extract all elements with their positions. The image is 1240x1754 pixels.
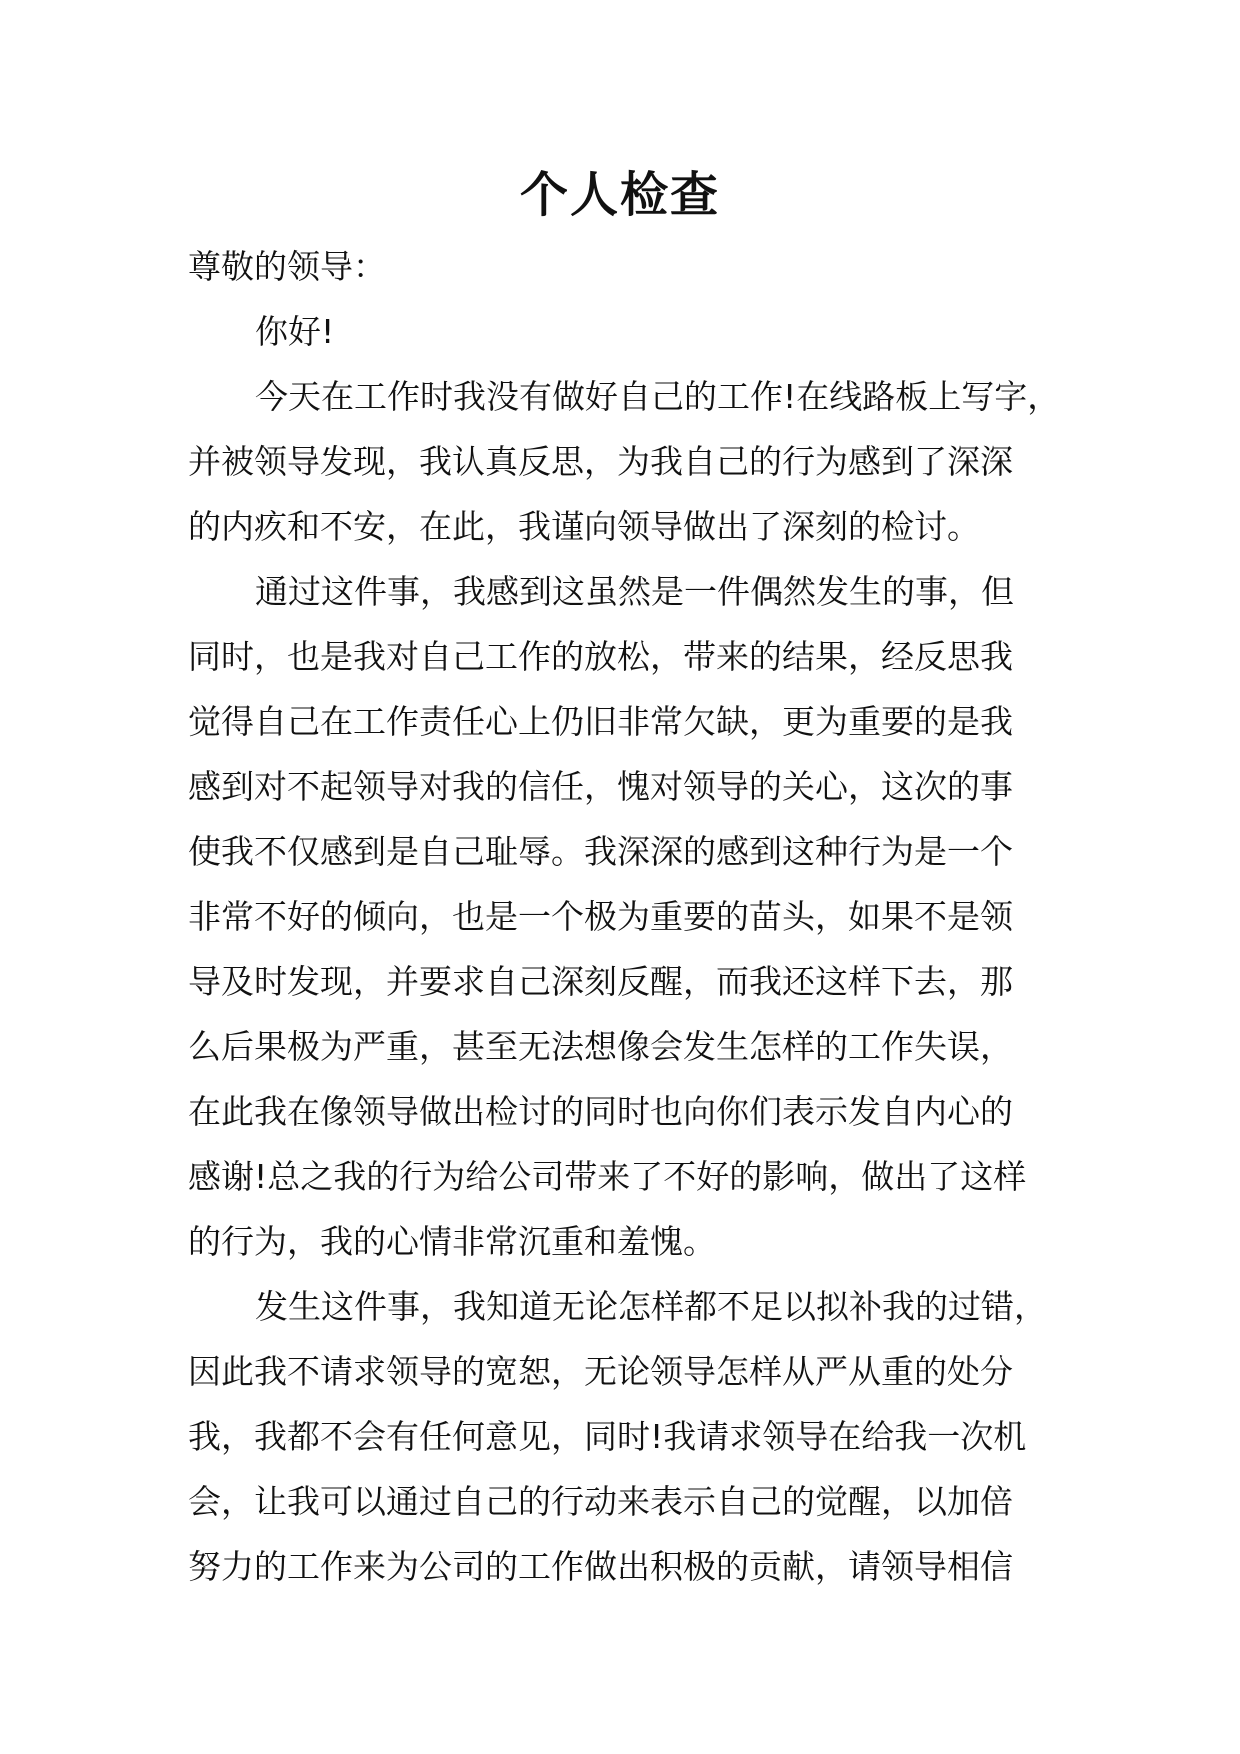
text-line: 的行为，我的心情非常沉重和羞愧。 xyxy=(188,1222,716,1261)
text-line: 导及时发现，并要求自己深刻反醒，而我还这样下去，那 xyxy=(188,962,1013,1001)
text-line: 非常不好的倾向，也是一个极为重要的苗头，如果不是领 xyxy=(188,897,1013,936)
text-line: 我，我都不会有任何意见，同时!我请求领导在给我一次机 xyxy=(188,1417,1027,1456)
text-line: 的内疚和不安，在此，我谨向领导做出了深刻的检讨。 xyxy=(188,507,980,546)
document-body xyxy=(188,234,1068,1599)
text-line: 会，让我可以通过自己的行动来表示自己的觉醒，以加倍 xyxy=(188,1482,1013,1521)
text-line: 使我不仅感到是自己耻辱。我深深的感到这种行为是一个 xyxy=(188,832,1013,871)
text-line: 通过这件事，我感到这虽然是一件偶然发生的事，但 xyxy=(255,572,1014,611)
text-line: 么后果极为严重，甚至无法想像会发生怎样的工作失误， xyxy=(188,1027,1013,1066)
text-line: 同时，也是我对自己工作的放松，带来的结果，经反思我 xyxy=(188,637,1013,676)
text-line: 努力的工作来为公司的工作做出积极的贡献，请领导相信 xyxy=(188,1547,1013,1586)
text-line: 因此我不请求领导的宽恕，无论领导怎样从严从重的处分 xyxy=(188,1352,1013,1391)
text-line: 感到对不起领导对我的信任，愧对领导的关心，这次的事 xyxy=(188,767,1013,806)
text-line: 在此我在像领导做出检讨的同时也向你们表示发自内心的 xyxy=(188,1092,1013,1131)
text-line: 感谢!总之我的行为给公司带来了不好的影响，做出了这样 xyxy=(188,1157,1027,1196)
salutation: 尊敬的领导： xyxy=(188,247,386,286)
text-line: 发生这件事，我知道无论怎样都不足以拟补我的过错， xyxy=(255,1287,1047,1326)
text-line: 觉得自己在工作责任心上仍旧非常欠缺，更为重要的是我 xyxy=(188,702,1013,741)
document-title: 个人检查 xyxy=(519,167,720,223)
greeting: 你好! xyxy=(255,312,335,351)
text-line: 今天在工作时我没有做好自己的工作!在线路板上写字， xyxy=(255,377,1061,416)
text-line: 并被领导发现，我认真反思，为我自己的行为感到了深深 xyxy=(188,442,1013,481)
